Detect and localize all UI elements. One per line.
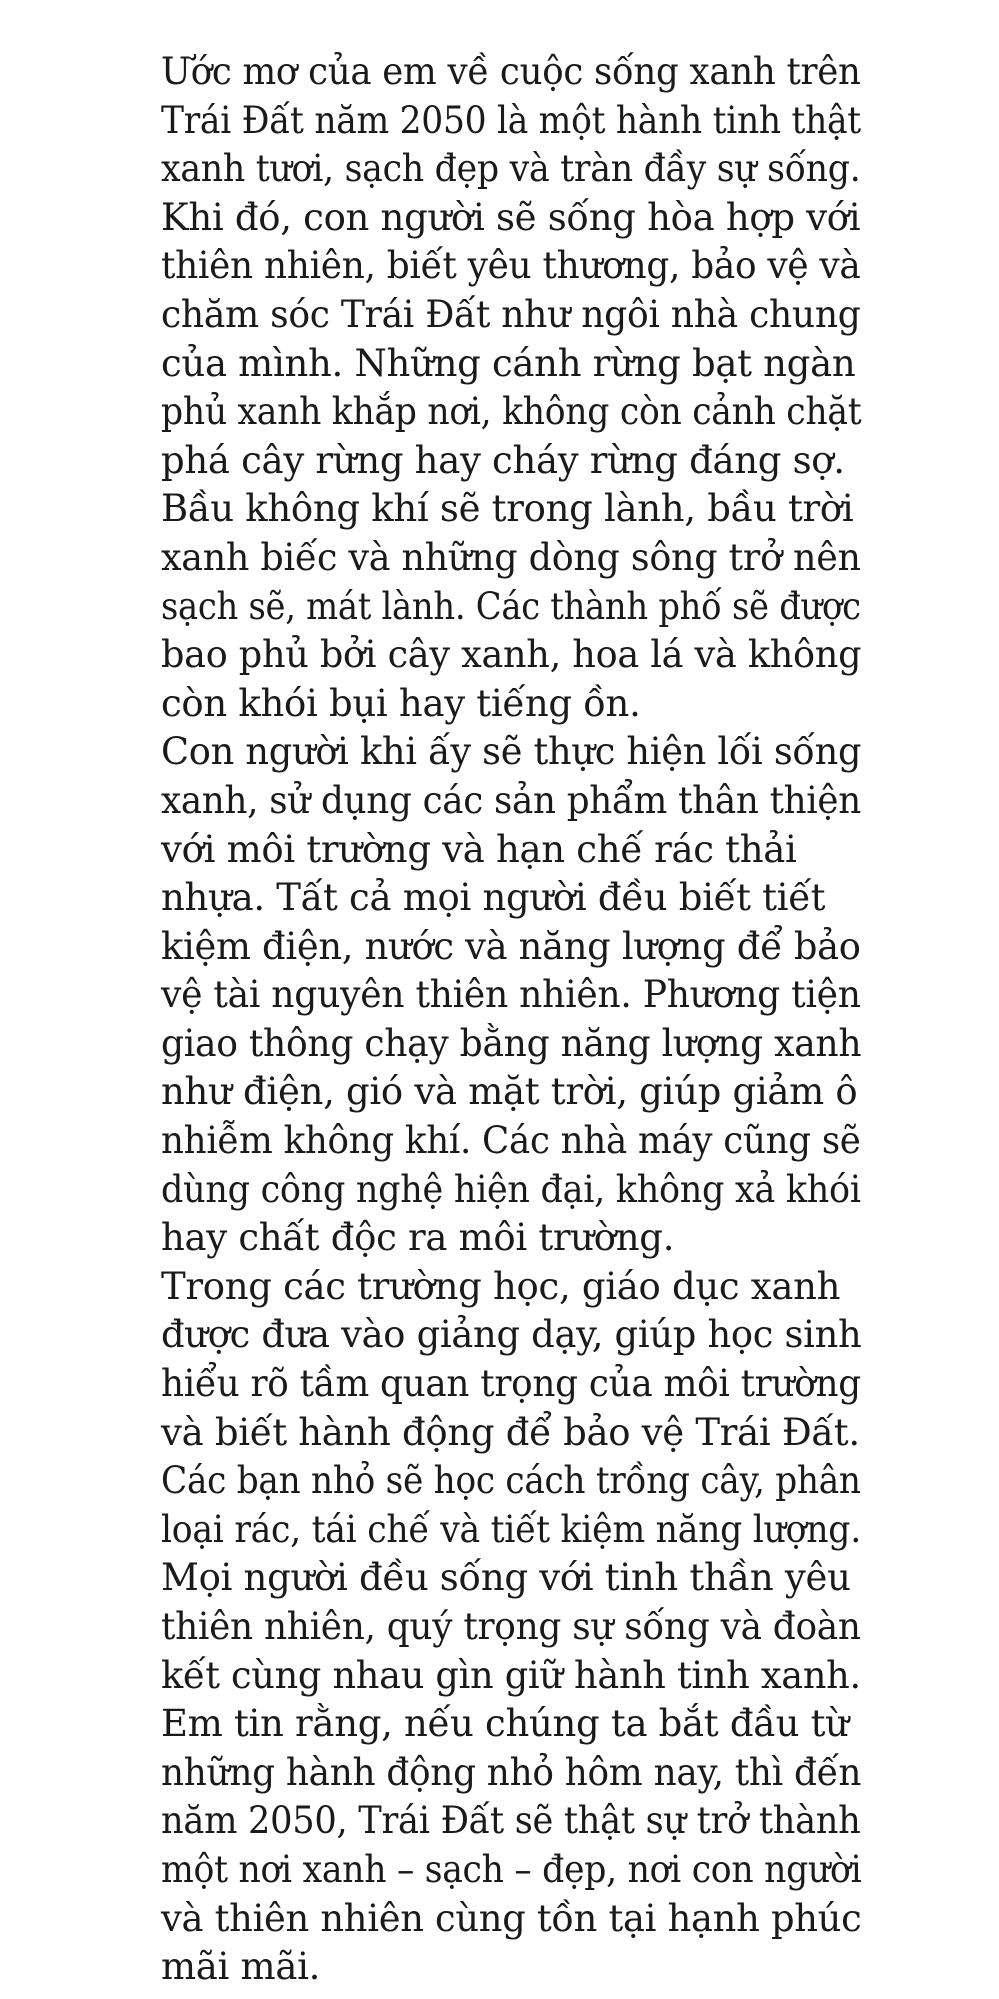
paragraph <box>161 48 861 728</box>
text-line: Ước mơ của em về cuộc sống xanh trên <box>161 50 861 93</box>
text-line: nhiễm không khí. Các nhà máy cũng sẽ <box>161 1119 861 1163</box>
text-line: xanh tươi, sạch đẹp và tràn đầy sự sống. <box>161 147 861 191</box>
text-line: Bầu không khí sẽ trong lành, bầu trời <box>161 487 854 531</box>
text-line: một nơi xanh – sạch – đẹp, nơi con người <box>161 1847 862 1891</box>
text-line: kiệm điện, nước và năng lượng để bảo <box>161 924 861 968</box>
text-line: với môi trường và hạn chế rác thải <box>161 827 797 871</box>
text-line: những hành động nhỏ hôm nay, thì đến <box>161 1750 862 1794</box>
text-line: hay chất độc ra môi trường. <box>161 1216 675 1260</box>
text-line: Các bạn nhỏ sẽ học cách trồng cây, phân <box>161 1459 861 1503</box>
text-line: thiên nhiên, quý trọng sự sống và đoàn <box>161 1605 861 1648</box>
text-line: chăm sóc Trái Đất như ngôi nhà chung <box>161 292 861 336</box>
text-line: Khi đó, con người sẽ sống hòa hợp với <box>161 195 861 239</box>
text-line: dùng công nghệ hiện đại, không xả khói <box>161 1167 861 1211</box>
text-line: và thiên nhiên cùng tồn tại hạnh phúc <box>161 1896 862 1940</box>
text-line: kết cùng nhau gìn giữ hành tinh xanh. <box>161 1653 861 1697</box>
text-line: năm 2050, Trái Đất sẽ thật sự trở thành <box>161 1799 861 1843</box>
text-line: Mọi người đều sống với tinh thần yêu <box>161 1556 851 1600</box>
text-line: vệ tài nguyên thiên nhiên. Phương tiện <box>161 973 861 1017</box>
text-line: như điện, gió và mặt trời, giúp giảm ô <box>161 1070 858 1114</box>
text-line: mãi mãi. <box>161 1945 321 1989</box>
text-line: thiên nhiên, biết yêu thương, bảo vệ và <box>161 244 861 288</box>
text-line: hiểu rõ tầm quan trọng của môi trường <box>161 1362 861 1406</box>
text-line: Trong các trường học, giáo dục xanh <box>161 1264 841 1308</box>
text-line: Em tin rằng, nếu chúng ta bắt đầu từ <box>161 1702 849 1746</box>
text-line: còn khói bụi hay tiếng ồn. <box>161 681 641 725</box>
text-line: giao thông chạy bằng năng lượng xanh <box>161 1021 862 1065</box>
paragraph <box>161 1263 861 1700</box>
text-line: nhựa. Tất cả mọi người đều biết tiết <box>161 876 826 920</box>
text-line: Trái Đất năm 2050 là một hành tinh thật <box>161 98 861 142</box>
paragraph <box>161 1700 861 1992</box>
text-line: phá cây rừng hay cháy rừng đáng sợ. <box>161 438 845 482</box>
text-line: bao phủ bởi cây xanh, hoa lá và không <box>161 633 862 677</box>
text-line: xanh biếc và những dòng sông trở nên <box>161 535 861 579</box>
text-line: được đưa vào giảng dạy, giúp học sinh <box>161 1313 862 1357</box>
text-line: của mình. Những cánh rừng bạt ngàn <box>161 341 856 385</box>
text-line: Con người khi ấy sẽ thực hiện lối sống <box>161 730 862 774</box>
text-line: và biết hành động để bảo vệ Trái Đất. <box>161 1410 860 1454</box>
text-line: sạch sẽ, mát lành. Các thành phố sẽ được <box>161 584 861 628</box>
text-line: loại rác, tái chế và tiết kiệm năng lượng. <box>161 1507 861 1551</box>
paragraph <box>161 728 861 1263</box>
text-line: phủ xanh khắp nơi, không còn cảnh chặt <box>161 390 862 434</box>
text-line: xanh, sử dụng các sản phẩm thân thiện <box>161 778 861 822</box>
article-body <box>161 48 861 1992</box>
